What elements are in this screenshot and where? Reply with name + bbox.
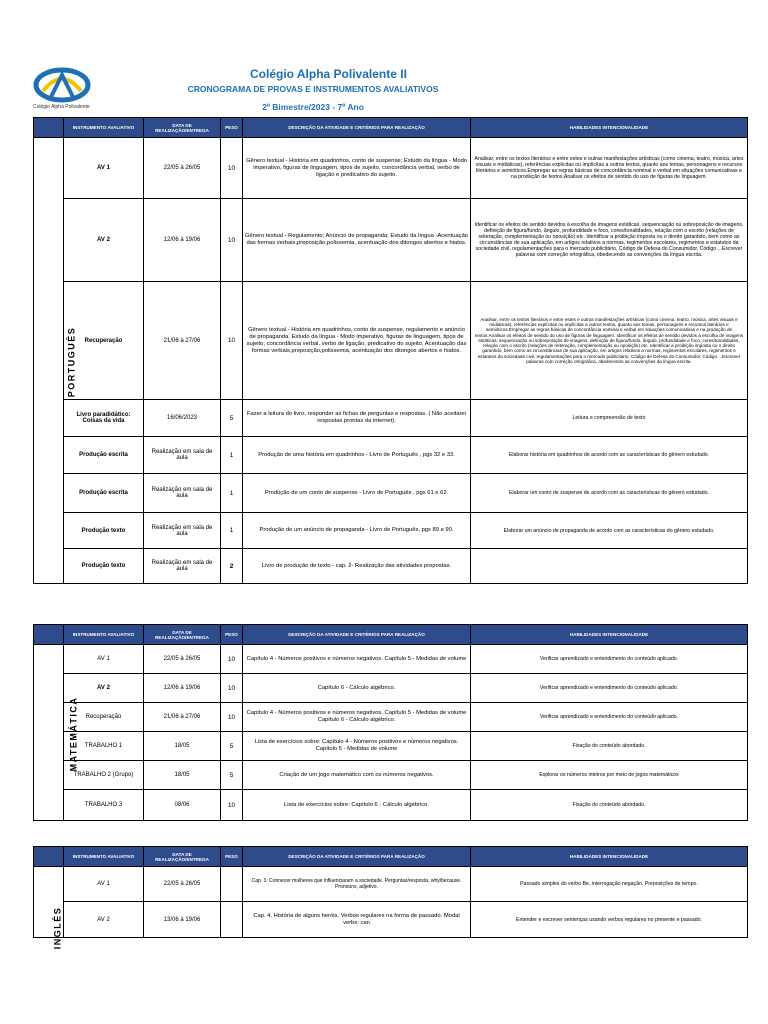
instrument-cell: AV 1 xyxy=(64,645,144,674)
instrument-cell: TRABALHO 1 xyxy=(64,732,144,761)
weight-cell: 10 xyxy=(221,138,243,199)
header-habilidades: HABILIDADES INTENCIONALIDADE xyxy=(471,847,748,867)
date-cell: 12/06 à 19/06 xyxy=(144,199,221,282)
header-data: DATA DE REALIZAÇÃO/ENTREGA xyxy=(144,847,221,867)
header-descricao: DESCRIÇÃO DA ATIVIDADE E CRITÉRIOS PARA REALIZAÇÃO xyxy=(243,118,471,138)
table-header xyxy=(34,625,748,645)
table-row xyxy=(34,400,748,437)
instrument-cell: Livro paradidático: Coisas da vida xyxy=(64,400,144,437)
weight-cell xyxy=(221,902,243,938)
header-blank xyxy=(34,118,64,138)
weight-cell: 10 xyxy=(221,645,243,674)
header-instrumento: INSTRUMENTO AVALIATIVO xyxy=(64,625,144,645)
header-instrumento: INSTRUMENTO AVALIATIVO xyxy=(64,847,144,867)
instrument-cell: Produção texto xyxy=(64,549,144,584)
matematica-table xyxy=(33,624,748,821)
weight-cell: 10 xyxy=(221,790,243,821)
table-row xyxy=(34,513,748,549)
instrument-cell: AV 2 xyxy=(64,674,144,703)
instrument-cell: AV 2 xyxy=(64,902,144,938)
skills-cell: Verificar aprendizado e entendimento do conteúdo aplicado. xyxy=(471,674,748,703)
instrument-cell: AV 1 xyxy=(64,867,144,902)
instrument-cell: Produção texto xyxy=(64,513,144,549)
skills-cell: Explorar os números inteiros por meio de jogos matemáticos xyxy=(471,761,748,790)
subject-cell xyxy=(34,867,64,950)
table-row xyxy=(34,549,748,584)
date-cell: Realização em sala de aula xyxy=(144,513,221,549)
weight-cell: 1 xyxy=(221,474,243,513)
document-title: CRONOGRAMA DE PROVAS E INSTRUMENTOS AVALIATIVOS xyxy=(187,84,439,94)
instrument-cell: TRABALHO 2 (Grupo) xyxy=(64,761,144,790)
description-cell: Capítulo 4 - Números positivos e números negativos. Capítulo 5 - Medidas de volume Capítulo 6 - Cálculo algébrico. xyxy=(243,703,471,732)
header-data: DATA DE REALIZAÇÃO/ENTREGA xyxy=(144,118,221,138)
weight-cell: 10 xyxy=(221,199,243,282)
description-cell: Lista de exercícios sobre: Capítulo 4 - Números positivos e números negativos. Capítulo 5 - Medidas de volume xyxy=(243,732,471,761)
table-row xyxy=(34,732,748,761)
skills-cell: Leitura e compreensão de texto xyxy=(471,400,748,437)
weight-cell: 10 xyxy=(221,703,243,732)
date-cell: 22/05 à 26/05 xyxy=(144,867,221,902)
description-cell: Lista de exercícios sobre: Capítulo 6 - Cálculo algébrico. xyxy=(243,790,471,821)
date-cell: 18/05 xyxy=(144,732,221,761)
date-cell: 08/06 xyxy=(144,790,221,821)
weight-cell: 10 xyxy=(221,674,243,703)
table-row xyxy=(34,703,748,732)
date-cell: 18/05 xyxy=(144,761,221,790)
description-cell: Capítulo 6 - Cálculo algébrico. xyxy=(243,674,471,703)
skills-cell: Elaborar um anúncio de propaganda de acordo com as características do gênero estudado. xyxy=(471,513,748,549)
subject-cell xyxy=(34,138,77,584)
description-cell: Gênero textual - História em quadrinhos, conto de suspense; Estudo da língua - Modo imperativo, figuras de linguagem, tipos de sujeito, concordância verbal, verbo de ligação e predicativo do sujeito. xyxy=(243,138,471,199)
instrument-cell: AV 1 xyxy=(64,138,144,199)
instrument-cell: AV 2 xyxy=(64,199,144,282)
table-row xyxy=(34,902,748,938)
header-descricao: DESCRIÇÃO DA ATIVIDADE E CRITÉRIOS PARA REALIZAÇÃO xyxy=(243,847,471,867)
table-row xyxy=(34,199,748,282)
description-cell: Gênero textual - História em quadrinhos, conto de suspense, regulamento e anúncio de propaganda. Estudo da língua - Modo imperativo, figuras de linguagem, tipos de sujeito, concordância verbal, verbo de ligação, predicativo do sujeito, Acentuação das formas verbais,preposição,polissemia, acentuação dos ditongos abertos e hiatos. xyxy=(243,282,471,400)
instrument-cell: Produção escrita xyxy=(64,437,144,474)
skills-cell: Analisar, entre os textos literários e entre estes e outras manifestações artísticas (como cinema, teatro, música, artes visuais e midiáticas), referências explícitas ou implícitas a outros textos, quanto aos temas, personagens e recursos literários e semióticos.Empregar as regras básicas de concordância nominal e verbal em situações comunicativas e na produção de textos.Analisar os efeitos de sentido do uso de figuras de linguagem. xyxy=(471,138,748,199)
skills-cell: Verificar aprendizado e entendimento do conteúdo aplicado. xyxy=(471,703,748,732)
header-habilidades: HABILIDADES INTENCIONALIDADE xyxy=(471,118,748,138)
weight-cell: 10 xyxy=(221,282,243,400)
skills-cell xyxy=(471,549,748,584)
table-row xyxy=(34,761,748,790)
instrument-cell: Produção escrita xyxy=(64,474,144,513)
date-cell: 21/06 à 27/06 xyxy=(144,703,221,732)
date-cell: Realização em sala de aula xyxy=(144,437,221,474)
table-row xyxy=(34,645,748,674)
ingles-table xyxy=(33,846,748,950)
table-row xyxy=(34,474,748,513)
instrument-cell: Recuperação xyxy=(64,282,144,400)
weight-cell: 1 xyxy=(221,513,243,549)
subject-label: PORTUGUÊS xyxy=(66,326,77,397)
table-row xyxy=(34,437,748,474)
period-label: 2º Bimestre/2023 - 7º Ano xyxy=(262,102,364,112)
skills-cell: Elaborar história em quadrinhos de acordo com as características do gênero estudado. xyxy=(471,437,748,474)
instrument-cell: Recuperação xyxy=(64,703,144,732)
description-cell: Cap. 3. Connecer mulheres que influenciaram a sociedade. Perguntas/resposta, why/because. Pronouns, adjetivo. xyxy=(243,867,471,902)
header-blank xyxy=(34,625,64,645)
date-cell: 13/06 à 19/06 xyxy=(144,902,221,938)
date-cell: 12/06 à 19/06 xyxy=(144,674,221,703)
table-row xyxy=(34,138,748,199)
weight-cell: 5 xyxy=(221,732,243,761)
skills-cell: Analisar, entre os textos literários e entre estes e outras manifestações artísticas (como cinema, teatro, música, artes visuais e midiáticas), referências explícitas ou implícitas a outros textos, quanto aos temas, personagens e recursos literários e semióticos.Empregar as regras básicas de concordância nominal e verbal em situações comunicativas e na produção de textos.Analisar os efeitos de sentido do uso de figuras de linguagem. Identificar os efeitos de sentido devidos à escolha de imagens estáticas, sequenciação ou sobreposição de imagens, definição de figura/fundo, ângulo, profundidade e foco, cores/tonalidades, relação com o escrito (relações de reiteração, complementação ou oposição) etc. Identificar a proibição imposta ou o direito garantido, bem como as circunstâncias de sua aplicação, em artigos relativos a normas, regimentos escolares, regimentos e estatutos da sociedade civil, regulamentações para o mercado publicitário, Código de Defesa do Consumidor, Código ...Escrever palavras com correção ortográfica, obedecendo as convenções da língua escrita. xyxy=(471,282,748,400)
skills-cell: Entender e escrever sentenças usando verbos regulares no presente e passado. xyxy=(471,902,748,938)
header-blank xyxy=(34,847,64,867)
description-cell: Cap. 4. História de alguns heróis. Verbos regulares na forma de passado. Modal verbs: can xyxy=(243,902,471,938)
subject-label: MATEMÁTICA xyxy=(68,696,79,771)
header-data: DATA DE REALIZAÇÃO/ENTREGA xyxy=(144,625,221,645)
subject-cell xyxy=(34,645,79,821)
subject-label: INGLÊS xyxy=(52,906,63,950)
header-peso: PESO xyxy=(221,118,243,138)
skills-cell: Fixação do conteúdo abordado. xyxy=(471,790,748,821)
skills-cell: Identificar os efeitos de sentido devidos à escolha de imagens estáticas, sequenciação ou sobreposição de imagens, definição de figura/fundo, ângulo, profundidade e foco, cores/tonalidades, relação com o escrito (relações de reiteração, complementação ou oposição) etc. Identificar a proibição imposta ou o direito garantido, bem como as circunstâncias de sua aplicação, em artigos relativos a normas, regimentos escolares, regimentos e estatutos da sociedade civil, regulamentações para o mercado publicitário, Código de Defesa do Consumidor, Código ...Escrever palavras com correção ortográfica, obedecendo as convenções da língua escrita. xyxy=(471,199,748,282)
table-row xyxy=(34,867,748,902)
skills-cell: Passado simples do verbo Be, interrogação negação. Preposições de tempo. xyxy=(471,867,748,902)
header-peso: PESO xyxy=(221,847,243,867)
description-cell: Produção de um conto de suspense - Livro de Português , pgs 61 e 62. xyxy=(243,474,471,513)
instrument-cell: TRABALHO 3 xyxy=(64,790,144,821)
school-name: Colégio Alpha Polivalente II xyxy=(250,67,407,81)
skills-cell: Verificar aprendizado e entendimento do conteúdo aplicado. xyxy=(471,645,748,674)
weight-cell: 1 xyxy=(221,437,243,474)
weight-cell xyxy=(221,867,243,902)
description-cell: Fazer a leitura do livro, responder as fichas de perguntas e respostas. ( Não aceitarei respostas prontas da internet). xyxy=(243,400,471,437)
weight-cell: 2 xyxy=(221,549,243,584)
date-cell: 16/06/2023 xyxy=(144,400,221,437)
date-cell: Realização em sala de aula xyxy=(144,474,221,513)
skills-cell: Fixação do conteúdo abordado. xyxy=(471,732,748,761)
header-instrumento: INSTRUMENTO AVALIATIVO xyxy=(64,118,144,138)
skills-cell: Elaborar um conto de suspense de acordo com as características do gênero estudado. xyxy=(471,474,748,513)
date-cell: 22/05 à 26/05 xyxy=(144,645,221,674)
table-row xyxy=(34,674,748,703)
date-cell: 22/05 à 26/05 xyxy=(144,138,221,199)
weight-cell: 5 xyxy=(221,761,243,790)
header-habilidades: HABILIDADES INTENCIONALIDADE xyxy=(471,625,748,645)
logo-caption: Colégio Alpha Polivalente xyxy=(33,104,90,110)
description-cell: Gênero textual - Regulamento; Anúncio de propaganda; Estudo da língua -Acentuação das formas verbais,preposição,polissemia, acentuação dos ditongos abertos e hiatos. xyxy=(243,199,471,282)
description-cell: Capítulo 4 - Números positivos e números negativos. Capítulo 5 - Medidas de volume xyxy=(243,645,471,674)
portugues-table xyxy=(33,117,748,584)
date-cell: Realização em sala de aula xyxy=(144,549,221,584)
table-row xyxy=(34,282,748,400)
description-cell: Produção de um anúncio de propaganda - Livro de Português, pgs 89 e 90. xyxy=(243,513,471,549)
table-header xyxy=(34,118,748,138)
description-cell: Criação de um jogo matemático com os números negativos. xyxy=(243,761,471,790)
header-peso: PESO xyxy=(221,625,243,645)
table-header xyxy=(34,847,748,867)
description-cell: Produção de uma história em quadrinhos - Livro de Português , pgs 32 e 33. xyxy=(243,437,471,474)
table-row xyxy=(34,790,748,821)
header-descricao: DESCRIÇÃO DA ATIVIDADE E CRITÉRIOS PARA REALIZAÇÃO xyxy=(243,625,471,645)
date-cell: 21/06 à 27/06 xyxy=(144,282,221,400)
description-cell: Livro de produção de texto - cap. 2- Realização das atividades propostas. xyxy=(243,549,471,584)
weight-cell: 5 xyxy=(221,400,243,437)
